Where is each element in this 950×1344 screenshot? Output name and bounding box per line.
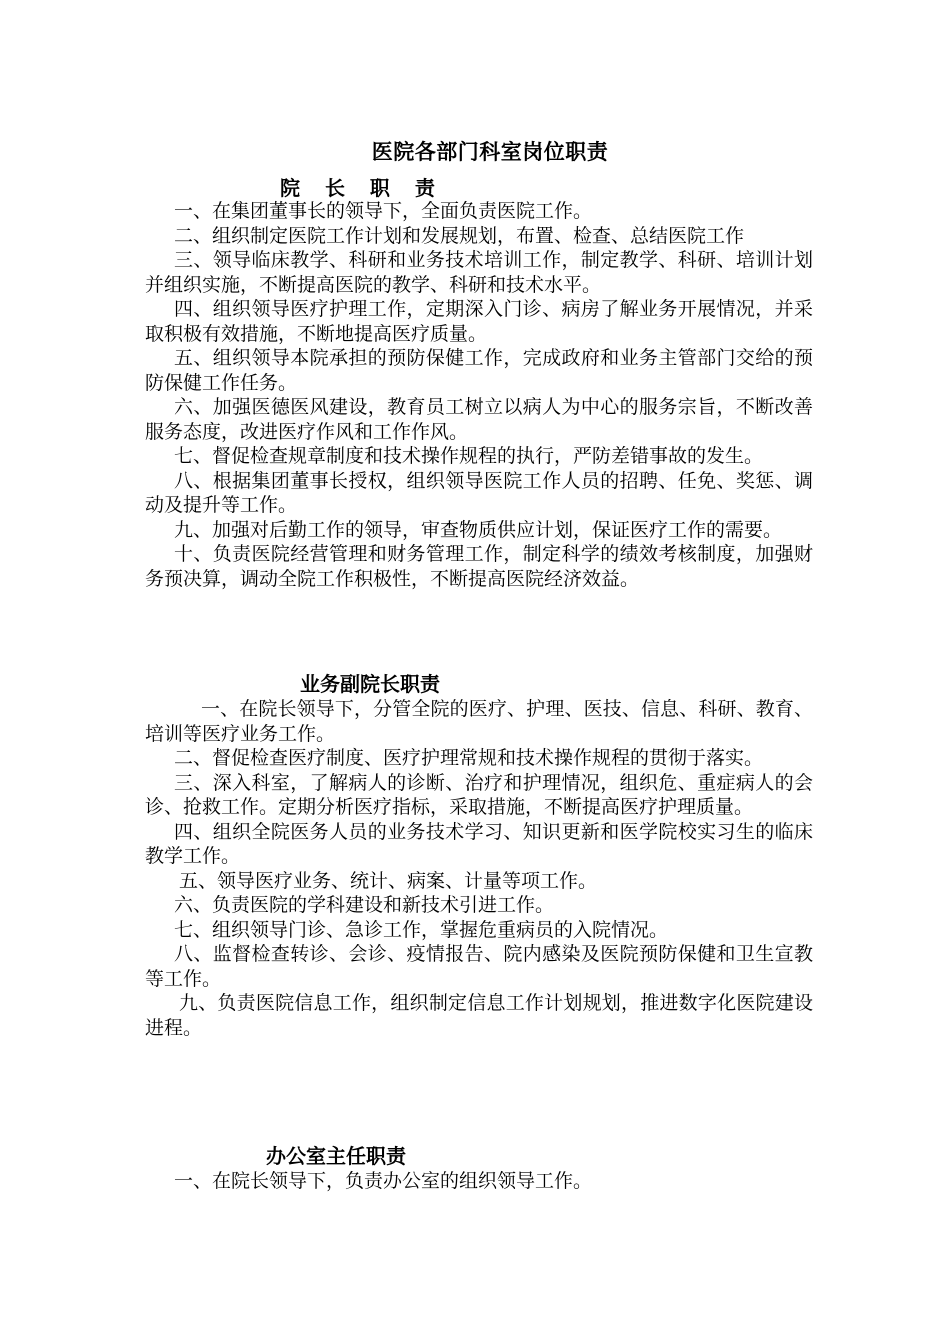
duty-paragraph: 七、组织领导门诊、急诊工作，掌握危重病员的入院情况。: [174, 918, 669, 941]
duty-paragraph: 二、组织制定医院工作计划和发展规划，布置、检查、总结医院工作: [174, 224, 745, 247]
duty-paragraph: 九、加强对后勤工作的领导，审查物质供应计划，保证医疗工作的需要。: [174, 518, 783, 541]
section-heading-vice-president: 业务副院长职责: [300, 672, 440, 696]
section-vice-president-duties: [145, 697, 813, 1040]
document-title: 医院各部门科室岗位职责: [371, 140, 609, 164]
section-heading-president: 院 长 职 责: [280, 176, 444, 200]
duty-paragraph: 七、督促检查规章制度和技术操作规程的执行，严防差错事故的发生。: [174, 445, 764, 467]
duty-paragraph: 十、负责医院经营管理和财务管理工作，制定科学的绩效考核制度，加强财务预决算，调动全院工作积极性，不断提高医院经济效益。: [145, 543, 813, 590]
duty-paragraph: 六、负责医院的学科建设和新技术引进工作。: [174, 894, 555, 916]
duty-paragraph: 三、深入科室，了解病人的诊断、治疗和护理情况，组织危、重症病人的会诊、抢救工作。定期分析医疗指标，采取措施，不断提高医疗护理质量。: [145, 771, 813, 818]
duty-paragraph: 一、在院长领导下，分管全院的医疗、护理、医技、信息、科研、教育、培训等医疗业务工作。: [145, 698, 813, 745]
duty-paragraph: 五、组织领导本院承担的预防保健工作，完成政府和业务主管部门交给的预防保健工作任务。: [145, 347, 813, 394]
duty-paragraph: 八、监督检查转诊、会诊、疫情报告、院内感染及医院预防保健和卫生宣教等工作。: [145, 943, 813, 990]
duty-paragraph: 四、组织领导医疗护理工作，定期深入门诊、病房了解业务开展情况，并采取积极有效措施，不断地提高医疗质量。: [145, 298, 813, 345]
section-president-duties: [145, 199, 813, 591]
duty-paragraph: 一、在集团董事长的领导下，全面负责医院工作。: [174, 200, 593, 222]
duty-paragraph: 八、根据集团董事长授权，组织领导医院工作人员的招聘、任免、奖惩、调动及提升等工作。: [145, 469, 813, 516]
section-office-director-duties: [145, 1169, 813, 1194]
section-heading-office-director: 办公室主任职责: [266, 1144, 406, 1168]
duty-paragraph: 六、加强医德医风建设，教育员工树立以病人为中心的服务宗旨，不断改善服务态度，改进医疗作风和工作作风。: [145, 396, 813, 443]
duty-paragraph: 九、负责医院信息工作，组织制定信息工作计划规划，推进数字化医院建设进程。: [145, 992, 813, 1039]
duty-paragraph: 一、在院长领导下，负责办公室的组织领导工作。: [174, 1170, 593, 1192]
duty-paragraph: 二、督促检查医疗制度、医疗护理常规和技术操作规程的贯彻于落实。: [174, 747, 764, 769]
duty-paragraph: 三、领导临床教学、科研和业务技术培训工作，制定教学、科研、培训计划并组织实施，不断提高医院的教学、科研和技术水平。: [145, 249, 813, 296]
duty-paragraph: 五、领导医疗业务、统计、病案、计量等项工作。: [179, 869, 598, 892]
duty-paragraph: 四、组织全院医务人员的业务技术学习、知识更新和医学院校实习生的临床教学工作。: [145, 820, 813, 867]
